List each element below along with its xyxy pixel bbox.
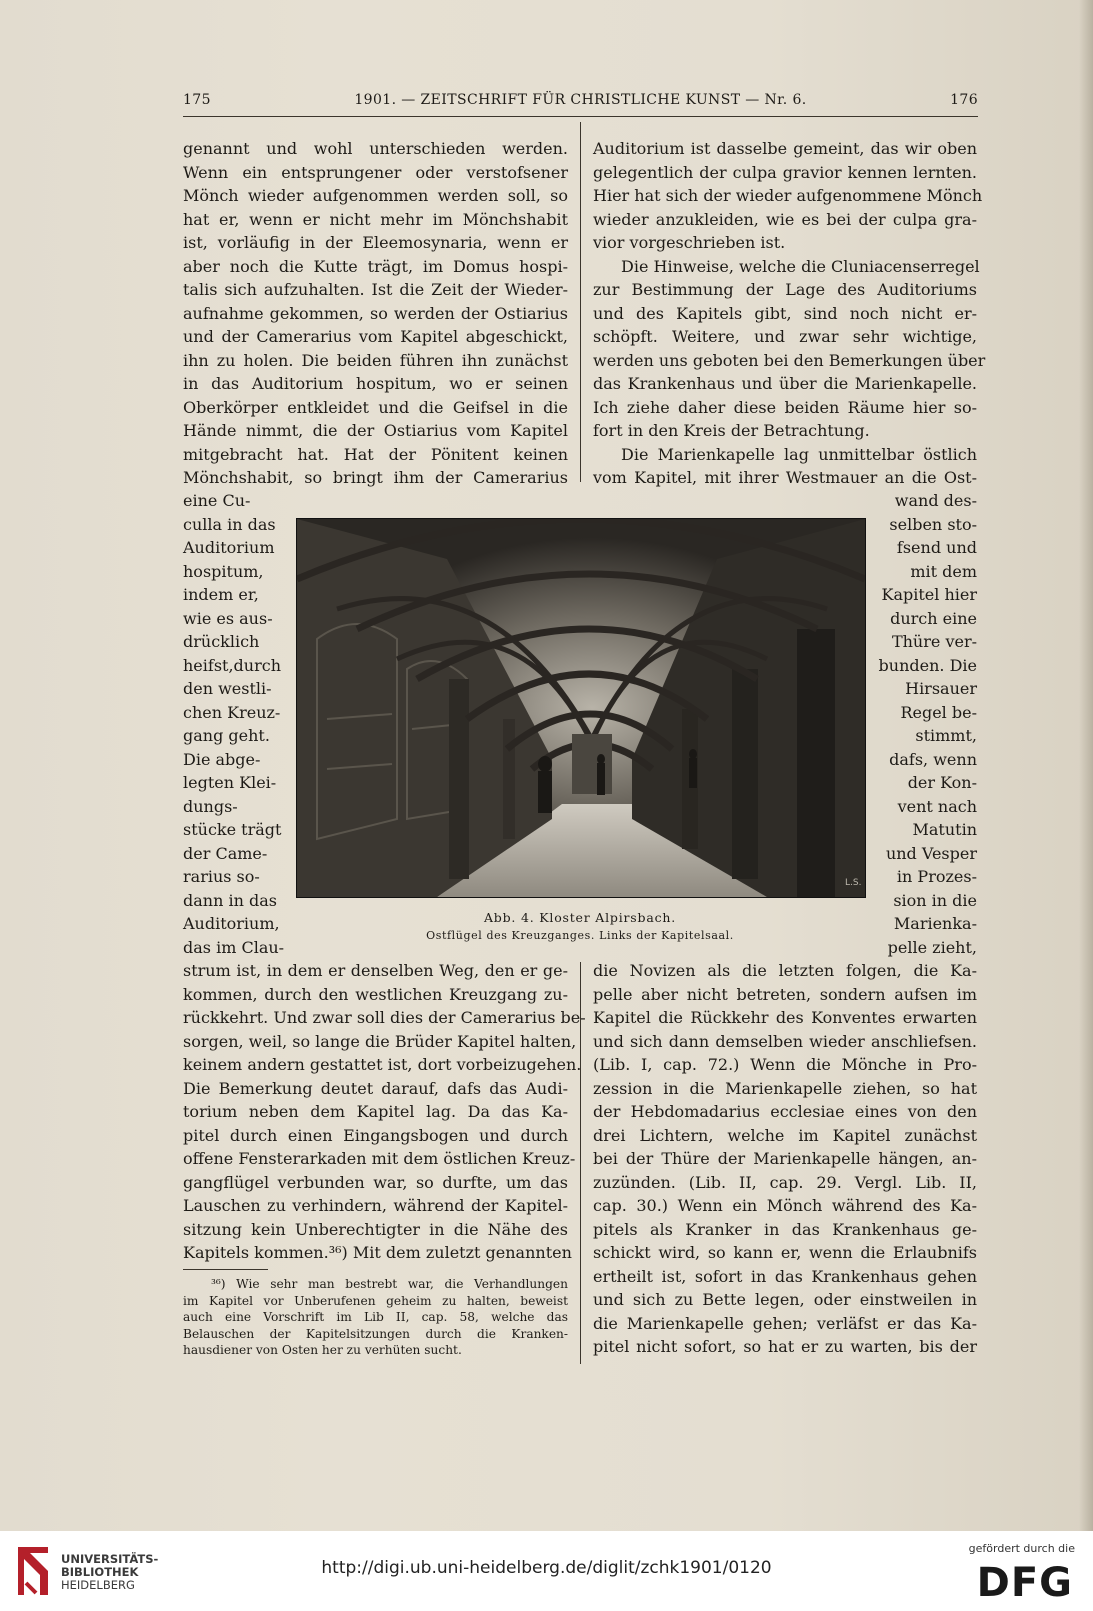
text-line: mitgebracht hat. Hat der Pönitent keinen bbox=[183, 444, 568, 464]
text-line: Mönch wieder aufgenommen werden soll, so bbox=[183, 186, 568, 205]
left-column-bottom bbox=[183, 959, 586, 1265]
page-number-left: 175 bbox=[183, 92, 211, 108]
text-line: Mönchshabit, so bringt ihm der Camerarius bbox=[183, 468, 568, 487]
text-line: gang geht. bbox=[183, 726, 270, 745]
text-line: strum ist, in dem er denselben Weg, den er ge- bbox=[183, 961, 568, 980]
text-line: werden uns geboten bei den Bemerkungen über bbox=[593, 350, 986, 370]
text-line: aber noch die Kutte trägt, im Domus hospi- bbox=[183, 256, 568, 276]
text-line: hat er, wenn er nicht mehr im Mönchshabit bbox=[183, 209, 568, 229]
text-line: sorgen, weil, so lange die Brüder Kapitel halten, bbox=[183, 1031, 577, 1051]
text-line: dann in das bbox=[183, 890, 277, 910]
text-line: pitel nicht sofort, so hat er zu warten, bis der bbox=[593, 1337, 977, 1356]
text-line: drücklich bbox=[183, 632, 260, 651]
text-line: und des Kapitels gibt, sind noch nicht er- bbox=[593, 303, 977, 323]
text-line: im Kapitel vor Unberufenen geheim zu halten, beweist bbox=[183, 1293, 568, 1308]
journal-title: 1901. — ZEITSCHRIFT FÜR CHRISTLICHE KUNST — Nr. 6. bbox=[354, 92, 807, 108]
dfg-logo: DFG bbox=[976, 1560, 1073, 1606]
text-line: ihn zu holen. Die beiden führen ihn zunächst bbox=[183, 350, 568, 370]
text-line: Lauschen zu verhindern, während der Kapitel- bbox=[183, 1196, 568, 1215]
text-line: der Came- bbox=[183, 843, 268, 863]
text-line: heifst,durch bbox=[183, 655, 281, 675]
text-line: vom Kapitel, mit ihrer Westmauer an die Ost- bbox=[593, 468, 977, 487]
library-name-line3: HEIDELBERG bbox=[61, 1578, 135, 1592]
text-line: dungs- bbox=[183, 796, 238, 816]
text-line: bunden. Die bbox=[878, 655, 977, 675]
text-line: zur Bestimmung der Lage des Auditoriums bbox=[593, 280, 977, 299]
text-line: Kapitel hier bbox=[881, 585, 977, 604]
text-line: rarius so- bbox=[183, 867, 260, 886]
text-line: Regel be- bbox=[900, 702, 977, 722]
text-line: Marienka- bbox=[893, 914, 977, 933]
text-line: sion in die bbox=[893, 890, 977, 910]
text-line: Oberkörper entkleidet und die Geifsel in die bbox=[183, 397, 568, 417]
text-line: ist, vorläufig in der Eleemosynaria, wenn er bbox=[183, 233, 568, 252]
cloister-photograph bbox=[296, 518, 866, 898]
text-line: pelle zieht, bbox=[887, 937, 977, 957]
text-line: kommen, durch den westlichen Kreuzgang zu- bbox=[183, 984, 568, 1004]
text-line: Auditorium ist dasselbe gemeint, das wir oben bbox=[593, 139, 977, 158]
text-line: Belauschen der Kapitelsitzungen durch die Kranken- bbox=[183, 1326, 568, 1341]
text-line: die Novizen als die letzten folgen, die Ka- bbox=[593, 961, 977, 980]
text-line: und Vesper bbox=[885, 843, 977, 863]
text-line: Kapitels kommen.³⁶) Mit dem zuletzt genannten bbox=[183, 1243, 572, 1262]
page-number-right: 176 bbox=[950, 92, 978, 108]
text-line: den westli- bbox=[183, 679, 272, 698]
text-line: gangflügel verbunden war, so durfte, um das bbox=[183, 1172, 568, 1192]
left-column-narrow bbox=[183, 489, 283, 959]
text-line: zession in die Marienkapelle ziehen, so hat bbox=[593, 1078, 977, 1098]
text-line: Ich ziehe daher diese beiden Räume hier so- bbox=[593, 397, 977, 417]
text-line: ³⁶) Wie sehr man bestrebt war, die Verhandlungen bbox=[211, 1277, 568, 1291]
text-line: wieder anzukleiden, wie es bei der culpa gra- bbox=[593, 209, 977, 229]
text-line: torium neben dem Kapitel lag. Da das Ka- bbox=[183, 1102, 568, 1121]
text-line: fsend und bbox=[896, 538, 977, 557]
text-line: auch eine Vorschrift im Lib II, cap. 58, welche das bbox=[183, 1310, 568, 1325]
text-line: aufnahme gekommen, so werden der Ostiarius bbox=[183, 303, 568, 323]
text-line: culla in das bbox=[183, 514, 276, 534]
permalink-url[interactable]: http://digi.ub.uni-heidelberg.de/diglit/zchk1901/0120 bbox=[321, 1558, 772, 1578]
text-line: eine Cu- bbox=[183, 491, 251, 510]
text-line: ertheilt ist, sofort in das Krankenhaus gehen bbox=[593, 1266, 977, 1286]
text-line: rückkehrt. Und zwar soll dies der Camerarius be- bbox=[183, 1008, 586, 1027]
column-separator-top bbox=[580, 122, 581, 482]
text-line: pelle aber nicht betreten, sondern aufsen im bbox=[593, 984, 977, 1004]
left-column-top bbox=[183, 137, 568, 490]
text-line: Die Bemerkung deutet darauf, dafs das Audi- bbox=[183, 1078, 568, 1098]
vaulted-cloister-illustration bbox=[297, 519, 865, 897]
text-line: selben sto- bbox=[889, 514, 977, 534]
text-line: Hände nimmt, die der Ostiarius vom Kapitel bbox=[183, 421, 568, 440]
text-line: durch eine bbox=[890, 608, 977, 628]
right-column-narrow bbox=[875, 489, 977, 959]
text-line: (Lib. I, cap. 72.) Wenn die Mönche in Pro- bbox=[593, 1055, 977, 1074]
text-line: sitzung kein Unberechtigter in die Nähe des bbox=[183, 1219, 568, 1239]
text-line: drei Lichtern, welche im Kapitel zunächst bbox=[593, 1125, 977, 1145]
text-line: offene Fensterarkaden mit dem östlichen Kreuz- bbox=[183, 1149, 576, 1168]
text-line: Kapitel die Rückkehr des Konventes erwarten bbox=[593, 1008, 977, 1027]
svg-text:L.S.: L.S. bbox=[845, 878, 862, 888]
library-name-line2: BIBLIOTHEK bbox=[61, 1565, 139, 1579]
header-rule bbox=[183, 116, 978, 117]
text-line: pitel durch einen Eingangsbogen und durch bbox=[183, 1125, 568, 1145]
text-line: gelegentlich der culpa gravior kennen lernten. bbox=[593, 162, 977, 182]
text-line: legten Klei- bbox=[183, 773, 277, 792]
text-line: mit dem bbox=[910, 561, 977, 581]
text-line: und sich dann demselben wieder anschliefsen. bbox=[593, 1031, 977, 1051]
figure-caption: Abb. 4. Kloster Alpirsbach. bbox=[483, 910, 677, 925]
text-line: die Marienkapelle gehen; verläfst er das Ka- bbox=[593, 1313, 977, 1333]
text-line: Hier hat sich der wieder aufgenommene Mönch bbox=[593, 186, 983, 205]
text-line: hausdiener von Osten her zu verhüten sucht. bbox=[183, 1343, 462, 1358]
text-line: in Prozes- bbox=[896, 867, 977, 886]
text-line: und der Camerarius vom Kapitel abgeschickt, bbox=[183, 327, 568, 346]
right-column-top bbox=[593, 137, 986, 490]
text-line: Thüre ver- bbox=[891, 632, 977, 651]
text-line: schöpft. Weitere, und zwar sehr wichtige, bbox=[593, 327, 977, 346]
text-line: bei der Thüre der Marienkapelle hängen, an- bbox=[593, 1149, 977, 1168]
text-line: Wenn ein entsprungener oder verstofsener bbox=[183, 162, 568, 182]
text-line: Die Marienkapelle lag unmittelbar östlich bbox=[621, 444, 977, 464]
text-line: der Kon- bbox=[907, 773, 977, 792]
text-line: cap. 30.) Wenn ein Mönch während des Ka- bbox=[593, 1196, 977, 1215]
text-line: pitels als Kranker in das Krankenhaus ge- bbox=[593, 1219, 977, 1239]
text-line: zuzünden. (Lib. II, cap. 29. Vergl. Lib. II, bbox=[593, 1172, 977, 1192]
text-line: keinem andern gestattet ist, dort vorbeizugehen. bbox=[183, 1055, 582, 1074]
text-line: Auditorium, bbox=[183, 914, 280, 933]
running-header bbox=[183, 92, 978, 112]
text-line: und sich zu Bette legen, oder einstweilen in bbox=[593, 1290, 977, 1309]
text-line: schickt wird, so kann er, wenn die Erlaubnifs bbox=[593, 1243, 977, 1262]
text-line: vior vorgeschrieben ist. bbox=[593, 233, 786, 252]
funded-by-label: gefördert durch die bbox=[968, 1542, 1075, 1555]
text-line: Hirsauer bbox=[905, 679, 977, 698]
text-line: Matutin bbox=[912, 820, 977, 839]
text-line: hospitum, bbox=[183, 561, 264, 581]
text-line: indem er, bbox=[183, 585, 259, 604]
text-line: Die abge- bbox=[183, 749, 261, 769]
text-line: stücke trägt bbox=[183, 820, 282, 839]
text-line: Auditorium bbox=[183, 538, 275, 557]
text-line: der Hebdomadarius ecclesiae eines von den bbox=[593, 1102, 977, 1121]
footnote bbox=[183, 1276, 568, 1359]
text-line: Die Hinweise, welche die Cluniacenserregel bbox=[621, 256, 980, 276]
text-line: das im Clau- bbox=[183, 937, 285, 957]
text-line: das Krankenhaus und über die Marienkapelle. bbox=[593, 374, 977, 393]
text-line: vent nach bbox=[897, 796, 977, 816]
text-line: fort in den Kreis der Betrachtung. bbox=[593, 421, 870, 440]
text-line: genannt und wohl unterschieden werden. bbox=[183, 139, 568, 158]
text-line: chen Kreuz- bbox=[183, 702, 281, 722]
text-line: wie es aus- bbox=[183, 608, 273, 628]
figure-subcaption: Ostflügel des Kreuzganges. Links der Kapitelsaal. bbox=[426, 929, 734, 942]
text-line: wand des- bbox=[894, 491, 977, 510]
text-line: stimmt, bbox=[915, 726, 977, 745]
text-line: talis sich aufzuhalten. Ist die Zeit der Wieder- bbox=[183, 280, 568, 299]
text-line: dafs, wenn bbox=[889, 749, 977, 769]
right-column-bottom bbox=[593, 959, 977, 1359]
text-line: in das Auditorium hospitum, wo er seinen bbox=[183, 374, 568, 393]
footnote-rule bbox=[183, 1269, 268, 1270]
library-name-line1: UNIVERSITÄTS- bbox=[61, 1552, 159, 1566]
